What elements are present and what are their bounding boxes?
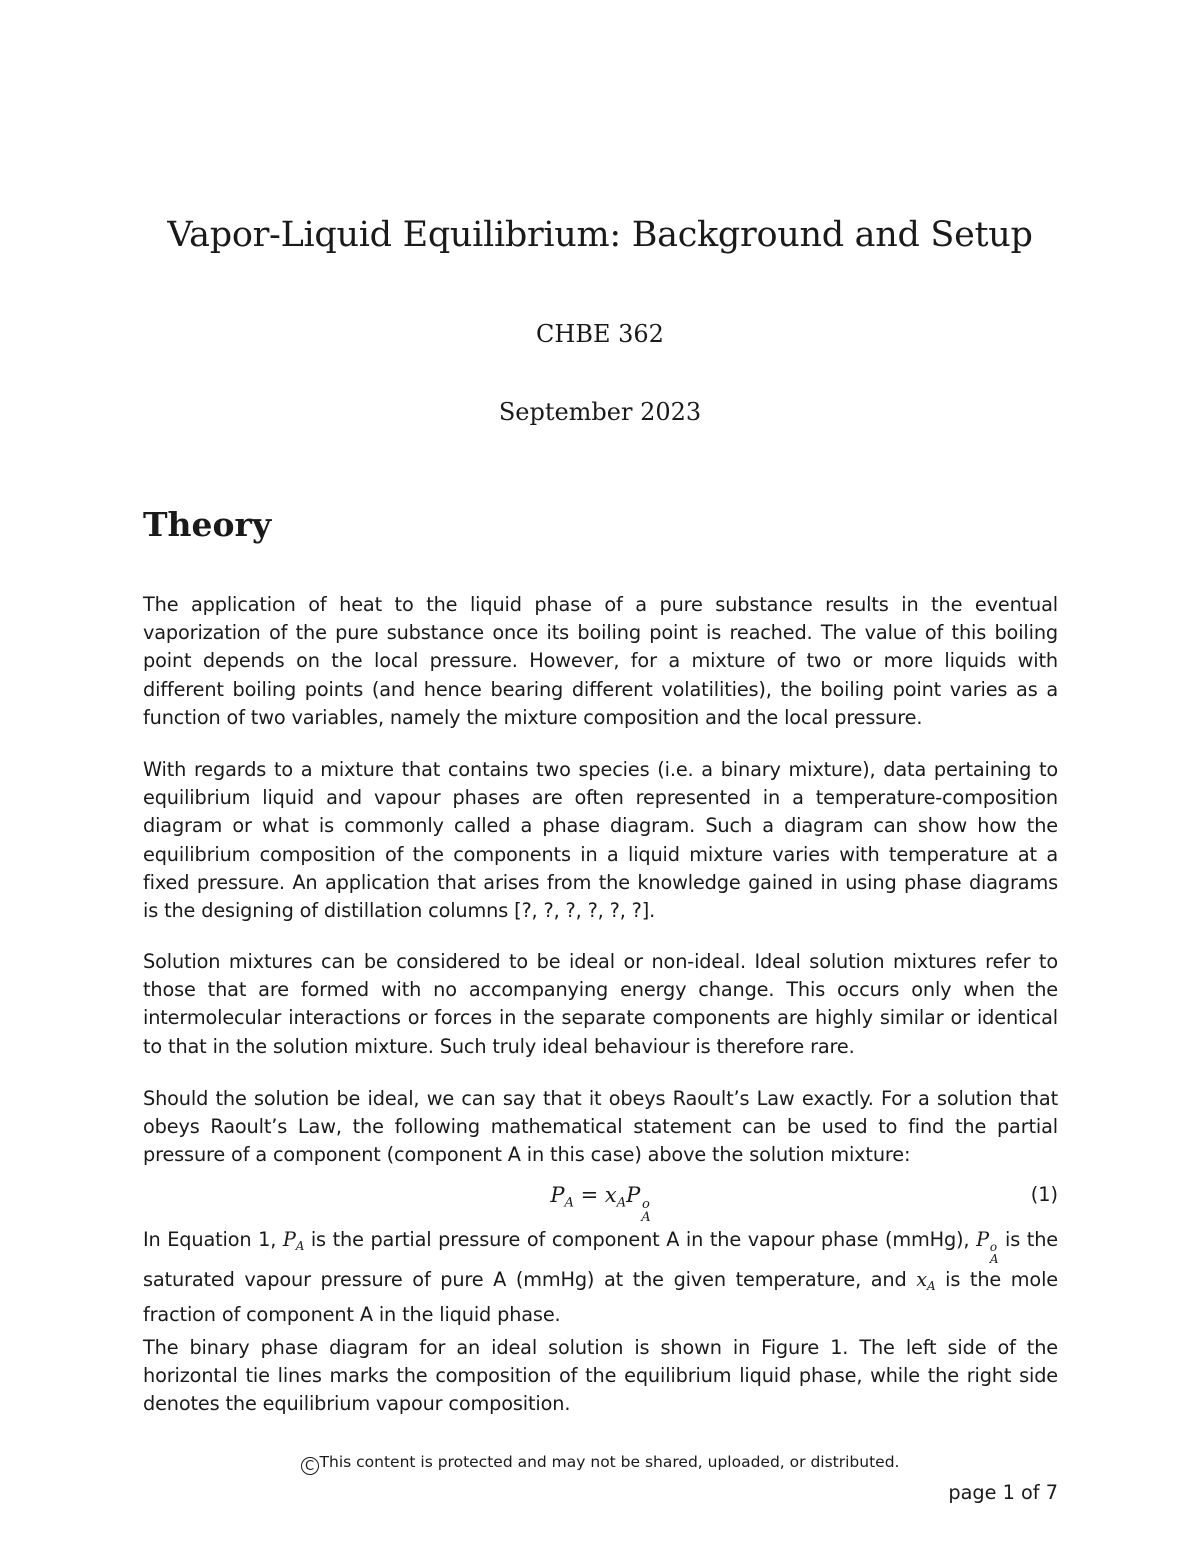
copyright-notice (0, 1453, 1200, 1475)
copyright-icon: C (301, 1457, 319, 1475)
copyright-notice-text: This content is protected and may not be shared, uploaded, or distributed. (319, 1453, 900, 1471)
paragraph-binary-mixture: With regards to a mixture that contains two species (i.e. a binary mixture), data pertaining to equilibrium liquid and vapour phases are often represented in a temperature-composition diagram or what is commonly called a phase diagram. Such a diagram can show how the equilibrium composition of the components in a liquid mixture varies with temperature at a fixed pressure. An application that arises from the knowledge gained in using phase diagrams is the designing of distillation columns [?, ?, ?, ?, ?, ?]. (143, 758, 1058, 923)
paragraph-ideal-solutions: Solution mixtures can be considered to be ideal or non-ideal. Ideal solution mixtures refer to those that are formed with no accompanying energy change. This occurs only when the intermolecular interactions or forces in the separate components are highly similar or identical to that in the solution mixture. Such truly ideal behaviour is therefore rare. (143, 950, 1058, 1058)
equation-body (143, 1183, 1058, 1224)
eq-mole-fraction: $x_A$ (604, 1183, 627, 1211)
symbol-mole-fraction: $x_A$ (916, 1268, 936, 1294)
page-number: page 1 of 7 (948, 1481, 1058, 1504)
equation-raoults-law (143, 1183, 1058, 1225)
document-title: Vapor-Liquid Equilibrium: Background and Setup (167, 215, 1033, 255)
symbol-partial-pressure: $P_A$ (282, 1228, 305, 1254)
eq-equals: = (573, 1183, 605, 1207)
paragraph-phase-diagram: The binary phase diagram for an ideal solution is shown in Figure 1. The left side of the horizontal tie lines marks the composition of the equilibrium liquid phase, while the right side denotes the equilibrium vapour composition. (143, 1336, 1058, 1416)
symbol-saturated-pressure: P o A (976, 1228, 999, 1267)
eq-lhs: $P_A$ (550, 1183, 574, 1211)
document-date: September 2023 (498, 398, 702, 426)
equation-number: (1) (1030, 1183, 1058, 1206)
eq-saturated-pressure: P o A (626, 1183, 651, 1225)
section-heading: Theory (143, 505, 272, 544)
paragraph-raoults-law: Should the solution be ideal, we can say that it obeys Raoult’s Law exactly. For a solution that obeys Raoult’s Law, the following mathematical statement can be used to find the partial pressure of a component (component A in this case) above the solution mixture: (143, 1087, 1058, 1167)
course-code: CHBE 362 (536, 320, 664, 348)
paragraph-equation-explanation: In Equation 1, $P_A$ is the partial pressure of component A in the vapour phase (mmHg), P o A is the saturated vapour pressure of pure A (mmHg) at the given temperature, and $x_A$ is the mole fraction of component A in the liquid phase. (143, 1228, 1058, 1326)
paragraph-heat-application: The application of heat to the liquid phase of a pure substance results in the eventual vaporization of the pure substance once its boiling point is reached. The value of this boiling point depends on the local pressure. However, for a mixture of two or more liquids with different boiling points (and hence bearing different volatilities), the boiling point varies as a function of two variables, namely the mixture composition and the local pressure. (143, 593, 1058, 729)
